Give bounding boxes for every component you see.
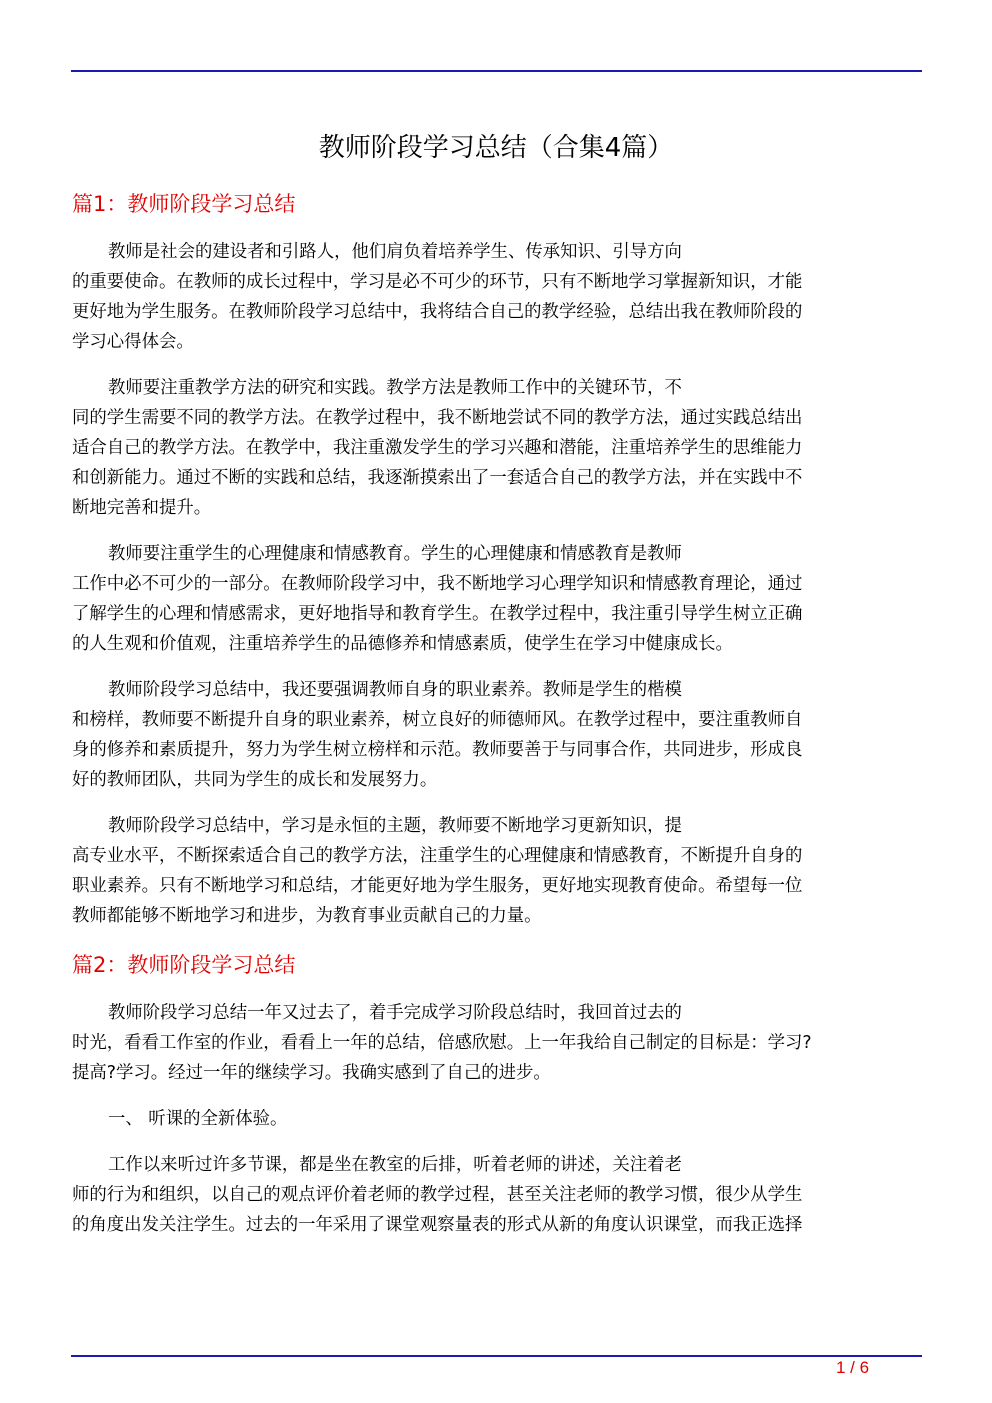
- paragraph: [72, 1104, 932, 1134]
- paragraph: [72, 675, 932, 795]
- section-heading: 篇1：教师阶段学习总结: [72, 192, 296, 216]
- text-line: 学习心得体会。: [72, 332, 194, 352]
- text-line: 一、 听课的全新体验。: [108, 1109, 288, 1129]
- text-line: 好的教师团队，共同为学生的成长和发展努力。: [72, 770, 438, 790]
- section-heading: 篇2：教师阶段学习总结: [72, 953, 296, 977]
- text-line: 教师要注重学生的心理健康和情感教育。学生的心理健康和情感教育是教师: [108, 544, 682, 564]
- text-line: 的人生观和价值观，注重培养学生的品德修养和情感素质，使学生在学习中健康成长。: [72, 634, 733, 654]
- text-line: 适合自己的教学方法。在教学中，我注重激发学生的学习兴趣和潜能，注重培养学生的思维能力: [72, 438, 803, 458]
- footer-rule: [71, 1355, 922, 1357]
- text-line: 教师是社会的建设者和引路人，他们肩负着培养学生、传承知识、引导方向: [108, 242, 682, 262]
- text-line: 工作以来听过许多节课，都是坐在教室的后排，听着老师的讲述，关注着老: [108, 1155, 682, 1175]
- text-line: 师的行为和组织，以自己的观点评价着老师的教学过程，甚至关注老师的教学习惯，很少从学生: [72, 1185, 803, 1205]
- text-line: 和榜样，教师要不断提升自身的职业素养，树立良好的师德师风。在教学过程中，要注重教师自: [72, 710, 803, 730]
- text-line: 教师都能够不断地学习和进步，为教育事业贡献自己的力量。: [72, 906, 542, 926]
- text-line: 身的修养和素质提升，努力为学生树立榜样和示范。教师要善于与同事合作，共同进步，形成良: [72, 740, 803, 760]
- paragraph: [72, 811, 932, 931]
- text-line: 和创新能力。通过不断的实践和总结，我逐渐摸索出了一套适合自己的教学方法，并在实践中不: [72, 468, 803, 488]
- text-line: 提高?学习。经过一年的继续学习。我确实感到了自己的进步。: [72, 1063, 551, 1083]
- paragraph: [72, 1150, 932, 1240]
- text-line: 时光，看看工作室的作业，看看上一年的总结，倍感欣慰。上一年我给自己制定的目标是：学习?: [72, 1033, 812, 1053]
- text-line: 断地完善和提升。: [72, 498, 212, 518]
- text-line: 高专业水平，不断探索适合自己的教学方法，注重学生的心理健康和情感教育，不断提升自身的: [72, 846, 803, 866]
- paragraph: [72, 237, 932, 357]
- text-line: 更好地为学生服务。在教师阶段学习总结中，我将结合自己的教学经验，总结出我在教师阶段的: [72, 302, 803, 322]
- header-rule: [71, 70, 922, 72]
- document-body: [72, 186, 932, 1256]
- paragraph: [72, 373, 932, 523]
- text-line: 了解学生的心理和情感需求，更好地指导和教育学生。在教学过程中，我注重引导学生树立正确: [72, 604, 803, 624]
- text-line: 教师阶段学习总结中，学习是永恒的主题，教师要不断地学习更新知识，提: [108, 816, 682, 836]
- document-title: 教师阶段学习总结（合集4篇）: [318, 133, 674, 163]
- text-line: 的角度出发关注学生。过去的一年采用了课堂观察量表的形式从新的角度认识课堂，而我正选择: [72, 1215, 803, 1235]
- text-line: 教师阶段学习总结一年又过去了，着手完成学习阶段总结时，我回首过去的: [108, 1003, 682, 1023]
- paragraph: [72, 539, 932, 659]
- text-line: 工作中必不可少的一部分。在教师阶段学习中，我不断地学习心理学知识和情感教育理论，通过: [72, 574, 803, 594]
- text-line: 的重要使命。在教师的成长过程中，学习是必不可少的环节，只有不断地学习掌握新知识，才能: [72, 272, 803, 292]
- text-line: 教师要注重教学方法的研究和实践。教学方法是教师工作中的关键环节，不: [108, 378, 682, 398]
- text-line: 教师阶段学习总结中，我还要强调教师自身的职业素养。教师是学生的楷模: [108, 680, 682, 700]
- text-line: 同的学生需要不同的教学方法。在教学过程中，我不断地尝试不同的教学方法，通过实践总结出: [72, 408, 803, 428]
- text-line: 职业素养。只有不断地学习和总结，才能更好地为学生服务，更好地实现教育使命。希望每一位: [72, 876, 803, 896]
- page-number: 1 / 6: [836, 1358, 870, 1377]
- paragraph: [72, 998, 932, 1088]
